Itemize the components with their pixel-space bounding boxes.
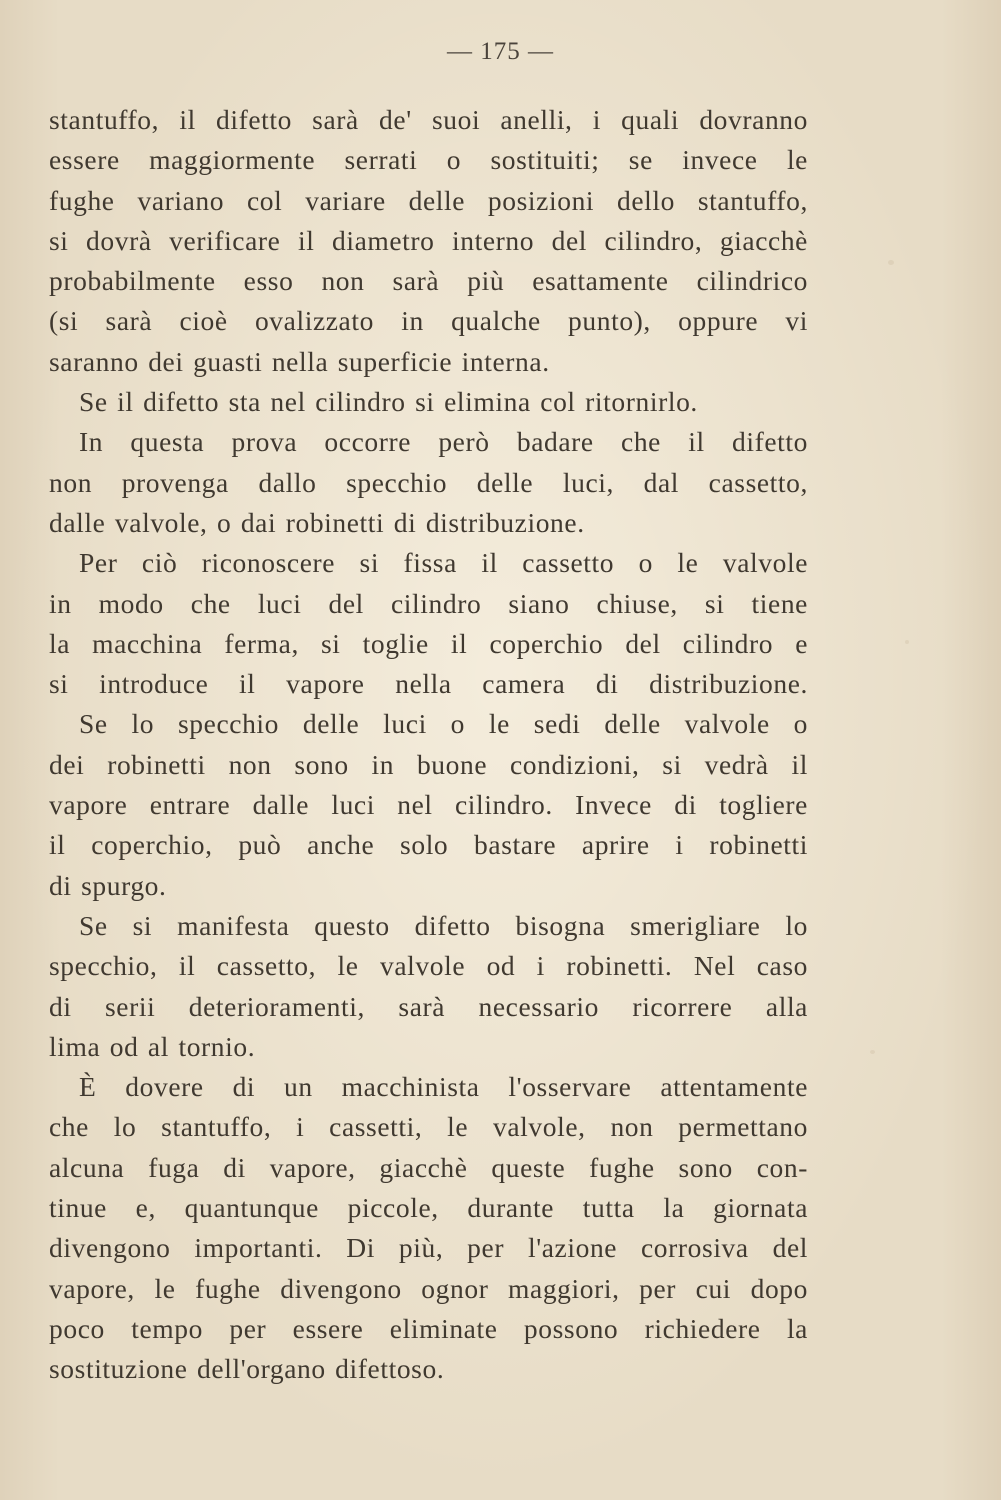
text-line: il coperchio, può anche solo bastare aprire i robinetti: [49, 829, 808, 861]
paper-spot: [888, 260, 894, 265]
text-line: in modo che luci del cilindro siano chiuse, si tiene: [49, 587, 808, 619]
paper-spot: [905, 640, 909, 644]
text-line: Se il difetto sta nel cilindro si elimina col ritornirlo.: [79, 386, 698, 418]
text-line: non provenga dallo specchio delle luci, dal cassetto,: [49, 466, 808, 498]
text-line: In questa prova occorre però badare che il difetto: [79, 426, 808, 458]
text-line: vapore entrare dalle luci nel cilindro. Invece di togliere: [49, 789, 808, 821]
text-line: probabilmente esso non sarà più esattamente cilindrico: [49, 265, 808, 297]
text-line: di spurgo.: [49, 869, 167, 901]
text-line: che lo stantuffo, i cassetti, le valvole, non permettano: [49, 1111, 808, 1143]
text-line: lima od al tornio.: [49, 1030, 256, 1062]
text-line: saranno dei guasti nella superficie interna.: [49, 345, 550, 377]
text-line: divengono importanti. Di più, per l'azione corrosiva del: [49, 1232, 808, 1264]
text-line: (si sarà cioè ovalizzato in qualche punto), oppure vi: [49, 305, 808, 337]
text-line: Se si manifesta questo difetto bisogna smerigliare lo: [79, 909, 808, 941]
text-line: vapore, le fughe divengono ognor maggiori, per cui dopo: [49, 1272, 808, 1304]
text-line: si dovrà verificare il diametro interno del cilindro, giacchè: [49, 224, 808, 256]
text-line: stantuffo, il difetto sarà de' suoi anelli, i quali dovranno: [49, 104, 808, 135]
body-text: [49, 100, 808, 1390]
text-line: sostituzione dell'organo difettoso.: [49, 1353, 445, 1385]
text-line: di serii deterioramenti, sarà necessario ricorrere alla: [49, 990, 808, 1022]
text-line: dalle valvole, o dai robinetti di distribuzione.: [49, 506, 585, 538]
paper-spot: [870, 1050, 875, 1054]
text-line: Per ciò riconoscere si fissa il cassetto o le valvole: [79, 547, 808, 579]
text-line: essere maggiormente serrati o sostituiti; se invece le: [49, 144, 808, 176]
text-line: specchio, il cassetto, le valvole od i robinetti. Nel caso: [49, 950, 808, 982]
text-line: la macchina ferma, si toglie il coperchio del cilindro e: [49, 627, 808, 659]
text-line: È dovere di un macchinista l'osservare attentamente: [79, 1071, 808, 1103]
page-number: — 175 —: [447, 38, 554, 65]
text-line: poco tempo per essere eliminate possono richiedere la: [49, 1312, 808, 1344]
text-line: si introduce il vapore nella camera di distribuzione.: [49, 668, 808, 700]
text-line: Se lo specchio delle luci o le sedi delle valvole o: [79, 708, 808, 740]
text-line: alcuna fuga di vapore, giacchè queste fughe sono con-: [49, 1151, 808, 1183]
text-line: tinue e, quantunque piccole, durante tutta la giornata: [49, 1192, 808, 1224]
text-line: dei robinetti non sono in buone condizioni, si vedrà il: [49, 748, 808, 780]
text-line: fughe variano col variare delle posizioni dello stantuffo,: [49, 184, 808, 216]
